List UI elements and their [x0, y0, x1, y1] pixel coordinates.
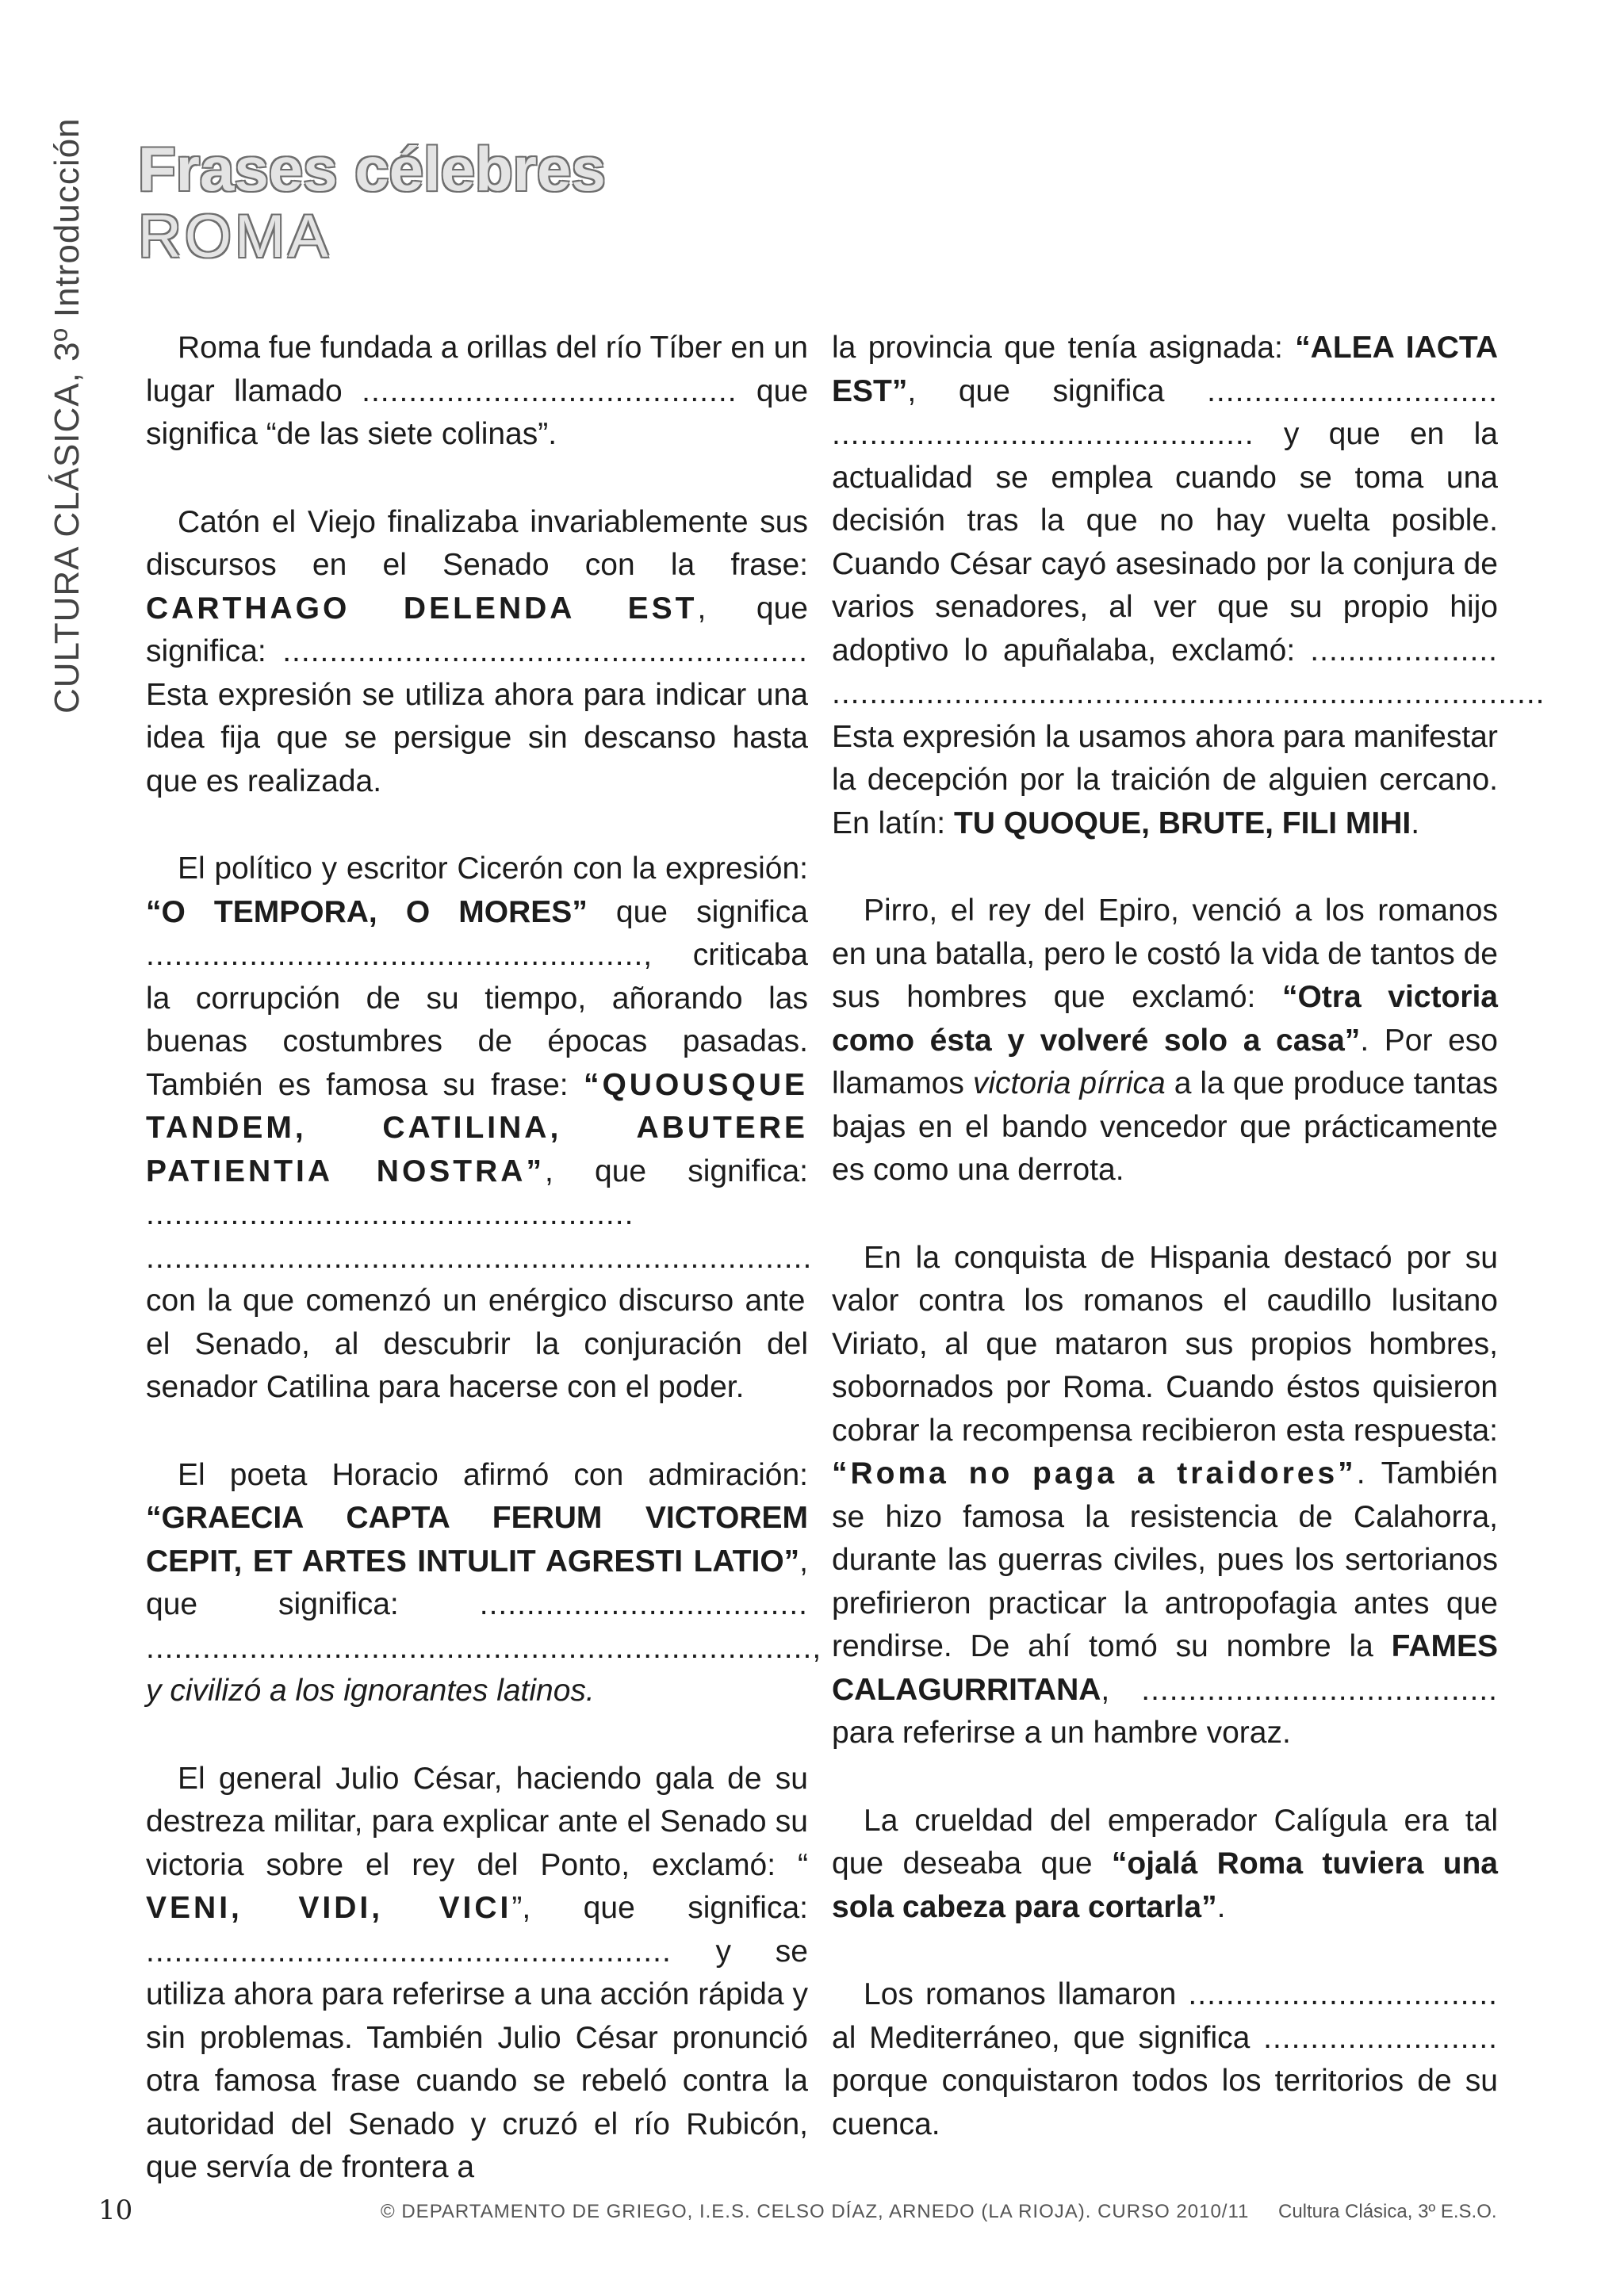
- paragraph-caton: [146, 501, 808, 804]
- answer-blank: .............................................: [832, 417, 1254, 451]
- latin-phrase: TU QUOQUE, BRUTE, FILI MIHI: [953, 806, 1411, 840]
- text: porque conquistaron todos los territorios de su cuenca.: [832, 2064, 1498, 2141]
- title-line-2: ROMA: [138, 203, 331, 270]
- text: que significa: [587, 894, 808, 929]
- answer-blank: ........................................: [362, 373, 737, 408]
- quote-phrase: “Roma no paga a traidores”: [832, 1456, 1357, 1490]
- answer-blank: ....................: [1310, 633, 1498, 668]
- text: Esta expresión la usamos ahora para manifestar la decepción por la traición de alguien cercano. En latín:: [832, 719, 1498, 840]
- quote-phrase: “ojalá Roma tuviera una sola cabeza para cortarla”: [832, 1846, 1498, 1924]
- quote-phrase: “Otra victoria como ésta y volveré solo a casa”: [832, 980, 1498, 1058]
- text: , que significa:: [544, 1154, 808, 1188]
- paragraph-mediterraneo: [832, 1973, 1498, 2146]
- paragraph-horacio: [146, 1454, 822, 1713]
- paragraph-ciceron: [146, 848, 813, 1410]
- answer-blank: .......................................................................,: [146, 1630, 822, 1665]
- page-footer: [0, 2195, 1624, 2234]
- italic-text: victoria pírrica: [972, 1066, 1166, 1100]
- answer-blank: ........................................................: [146, 1934, 672, 1969]
- latin-phrase: “ALEA IACTA EST”: [832, 331, 1499, 408]
- text: criticaba la corrupción de su tiempo, añorando las buenas costumbres de épocas pasadas. También es famosa su frase:: [146, 938, 808, 1102]
- text: , que significa: [907, 373, 1208, 408]
- text: Los romanos llamaron: [864, 1977, 1189, 2011]
- text: la provincia que tenía asignada:: [832, 331, 1296, 365]
- answer-blank: ....................................................: [146, 1197, 634, 1231]
- answer-blank: .........................: [1263, 2020, 1498, 2055]
- answer-blank: ...............................: [1207, 373, 1498, 408]
- paragraph-pirro: [832, 890, 1498, 1192]
- text: La crueldad del emperador Calígula era tal que deseaba que: [832, 1803, 1498, 1881]
- text: . Por eso llamamos: [832, 1023, 1498, 1100]
- text: que significa “de las siete colinas”.: [146, 373, 809, 451]
- paragraph-alea-iacta-est: [832, 327, 1545, 845]
- answer-blank: .....................................................,: [146, 938, 653, 972]
- paragraph-viriato: [832, 1237, 1498, 1755]
- answer-blank: ........................................................: [282, 634, 808, 668]
- text: para referirse a un hambre voraz.: [832, 1716, 1291, 1750]
- sidebar-label-text: CULTURA CLÁSICA, 3º Introducción: [48, 117, 86, 714]
- text: y se utiliza ahora para referirse a una acción rápida y sin problemas. También Julio César pronunció otra famosa frase cuando se rebeló contra la autoridad del Senado y cruzó el río Rubicón, que servía de frontera a: [146, 1934, 808, 2184]
- latin-phrase: CARTHAGO DELENDA EST: [146, 591, 698, 626]
- latin-phrase: FAMES CALAGURRITANA: [832, 1629, 1498, 1707]
- text: al Mediterráneo, que significa: [832, 2020, 1264, 2055]
- page-number: 10: [98, 2195, 133, 2226]
- answer-blank: ......................................: [1141, 1672, 1498, 1707]
- text: El general Julio César, haciendo gala de su destreza militar, para explicar ante el Senado su victoria sobre el rey del Ponto, exclamó: “: [146, 1761, 808, 1882]
- latin-phrase: VENI, VIDI, VICI: [146, 1891, 512, 1925]
- text: ”, que significa:: [511, 1891, 808, 1925]
- answer-blank: .......................................................................: [146, 1240, 813, 1275]
- text: , que significa:: [146, 591, 808, 668]
- footer-copyright: © DEPARTAMENTO DE GRIEGO, I.E.S. CELSO DÍAZ, ARNEDO (LA RIOJA). CURSO 2010/11: [381, 2201, 1250, 2222]
- paragraph-julio-cesar: [146, 1758, 808, 2190]
- text: En la conquista de Hispania destacó por su valor contra los romanos el caudillo lusitano Viriato, al que mataron sus propios hombres, sobornados por Roma. Cuando éstos quisieron cobrar la recompensa recibieron esta respuesta:: [832, 1240, 1498, 1448]
- text: El político y escritor Cicerón con la expresión:: [178, 851, 808, 886]
- text: .: [1216, 1889, 1226, 1924]
- text: , que significa:: [146, 1544, 808, 1621]
- latin-phrase: “O TEMPORA, O MORES”: [146, 894, 588, 929]
- title-line-1: Frases célebres: [138, 134, 606, 204]
- vertical-section-label: [40, 117, 95, 714]
- answer-blank: ............................................................................: [832, 676, 1545, 710]
- text: a la que produce tantas bajas en el bando vencedor que prácticamente es como una derrota.: [832, 1066, 1498, 1187]
- text: . También se hizo famosa la resistencia de Calahorra, durante las guerras civiles, pues los sertorianos prefirieron practicar la antropofagia antes que rendirse. De ahí tomó su nombre la: [832, 1456, 1498, 1663]
- text: y que en la actualidad se emplea cuando se toma una decisión tras la que no hay vuelta posible. Cuando César cayó asesinado por la conjura de varios senadores, al ver que su propio hijo adoptivo lo apuñalaba, exclamó:: [832, 417, 1498, 668]
- paragraph-roma-fundacion: [146, 327, 808, 457]
- text: El poeta Horacio afirmó con admiración:: [178, 1457, 808, 1492]
- page-title: [138, 135, 606, 271]
- paragraph-caligula: [832, 1800, 1498, 1930]
- footer-course: Cultura Clásica, 3º E.S.O.: [1278, 2201, 1497, 2222]
- text: .: [1411, 806, 1420, 840]
- text: Esta expresión se utiliza ahora para indicar una idea fija que se persigue sin descanso hasta que es realizada.: [146, 677, 808, 798]
- latin-phrase: “GRAECIA CAPTA FERUM VICTOREM CEPIT, ET ARTES INTULIT AGRESTI LATIO”: [146, 1501, 808, 1578]
- text: Roma fue fundada a orillas del río Tíber en un lugar llamado: [146, 331, 808, 408]
- italic-text: y civilizó a los ignorantes latinos.: [146, 1674, 595, 1708]
- right-column: [832, 327, 1545, 2191]
- latin-phrase: “QUOUSQUE TANDEM, CATILINA, ABUTERE PATIENTIA NOSTRA”: [146, 1067, 808, 1188]
- text: Catón el Viejo finalizaba invariablemente sus discursos en el Senado con la frase:: [146, 504, 808, 582]
- answer-blank: ...................................: [479, 1587, 808, 1621]
- text: Pirro, el rey del Epiro, venció a los romanos en una batalla, pero le costó la vida de tantos de sus hombres que exclamó:: [832, 894, 1498, 1014]
- text: con la que comenzó un enérgico discurso ante el Senado, al descubrir la conjuración del senador Catilina para hacerse con el poder.: [146, 1284, 808, 1404]
- answer-blank: .................................: [1188, 1977, 1498, 2011]
- text: ,: [1101, 1672, 1142, 1707]
